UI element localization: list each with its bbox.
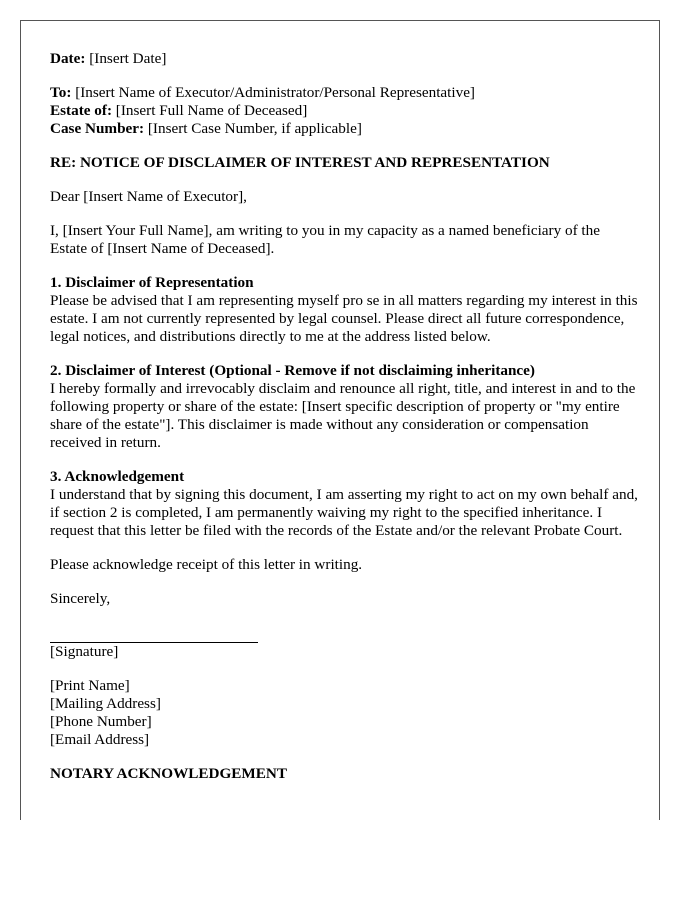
section-heading: 2. Disclaimer of Interest (Optional - Remove if not disclaiming inheritance) bbox=[50, 362, 535, 379]
salutation: Dear [Insert Name of Executor], bbox=[50, 188, 247, 205]
print-name: [Print Name] bbox=[50, 677, 130, 694]
section-heading: 3. Acknowledgement bbox=[50, 468, 185, 485]
section-heading: 1. Disclaimer of Representation bbox=[50, 274, 254, 291]
section-representation bbox=[50, 274, 640, 346]
estate-label: Estate of: bbox=[50, 102, 112, 119]
estate-value: [Insert Full Name of Deceased] bbox=[112, 102, 308, 119]
to-value: [Insert Name of Executor/Administrator/Personal Representative] bbox=[71, 84, 475, 101]
email-address: [Email Address] bbox=[50, 731, 150, 748]
contact-block bbox=[50, 677, 640, 749]
mailing-address: [Mailing Address] bbox=[50, 695, 161, 712]
letter-body bbox=[50, 50, 640, 799]
to-label: To: bbox=[50, 84, 72, 101]
acknowledge-request: Please acknowledge receipt of this letter in writing. bbox=[50, 556, 363, 573]
case-number-line bbox=[50, 120, 640, 138]
intro-paragraph: I, [Insert Your Full Name], am writing to you in my capacity as a named beneficiary of the Estate of [Insert Name of Deceased]. bbox=[50, 222, 600, 257]
date-label: Date: bbox=[50, 50, 86, 67]
case-number-value: [Insert Case Number, if applicable] bbox=[144, 120, 362, 137]
section-body: I hereby formally and irrevocably disclaim and renounce all right, title, and interest in and to the following property or share of the estate: [Insert specific description of property or "my entire share of the estate"]. This disclaimer is made without any consideration or compensation received in return. bbox=[50, 380, 636, 451]
re-line: RE: NOTICE OF DISCLAIMER OF INTEREST AND REPRESENTATION bbox=[50, 154, 550, 171]
section-acknowledgement bbox=[50, 468, 640, 540]
case-number-label: Case Number: bbox=[50, 120, 145, 137]
estate-line bbox=[50, 102, 640, 120]
date-line bbox=[50, 50, 640, 68]
document-page bbox=[20, 20, 660, 820]
to-line bbox=[50, 84, 640, 102]
notary-heading: NOTARY ACKNOWLEDGEMENT bbox=[50, 765, 287, 782]
section-body: Please be advised that I am representing myself pro se in all matters regarding my interest in this estate. I am not currently represented by legal counsel. Please direct all future correspondence, legal notices, and distributions directly to me at the address listed below. bbox=[50, 292, 638, 345]
signature-label: [Signature] bbox=[50, 643, 119, 660]
phone-number: [Phone Number] bbox=[50, 713, 152, 730]
date-value: [Insert Date] bbox=[85, 50, 167, 67]
section-body: I understand that by signing this document, I am asserting my right to act on my own behalf and, if section 2 is completed, I am permanently waiving my right to the specified inheritance. I request that this letter be filed with the records of the Estate and/or the relevant Probate Court. bbox=[50, 486, 638, 539]
section-interest bbox=[50, 362, 640, 452]
closing: Sincerely, bbox=[50, 590, 111, 607]
